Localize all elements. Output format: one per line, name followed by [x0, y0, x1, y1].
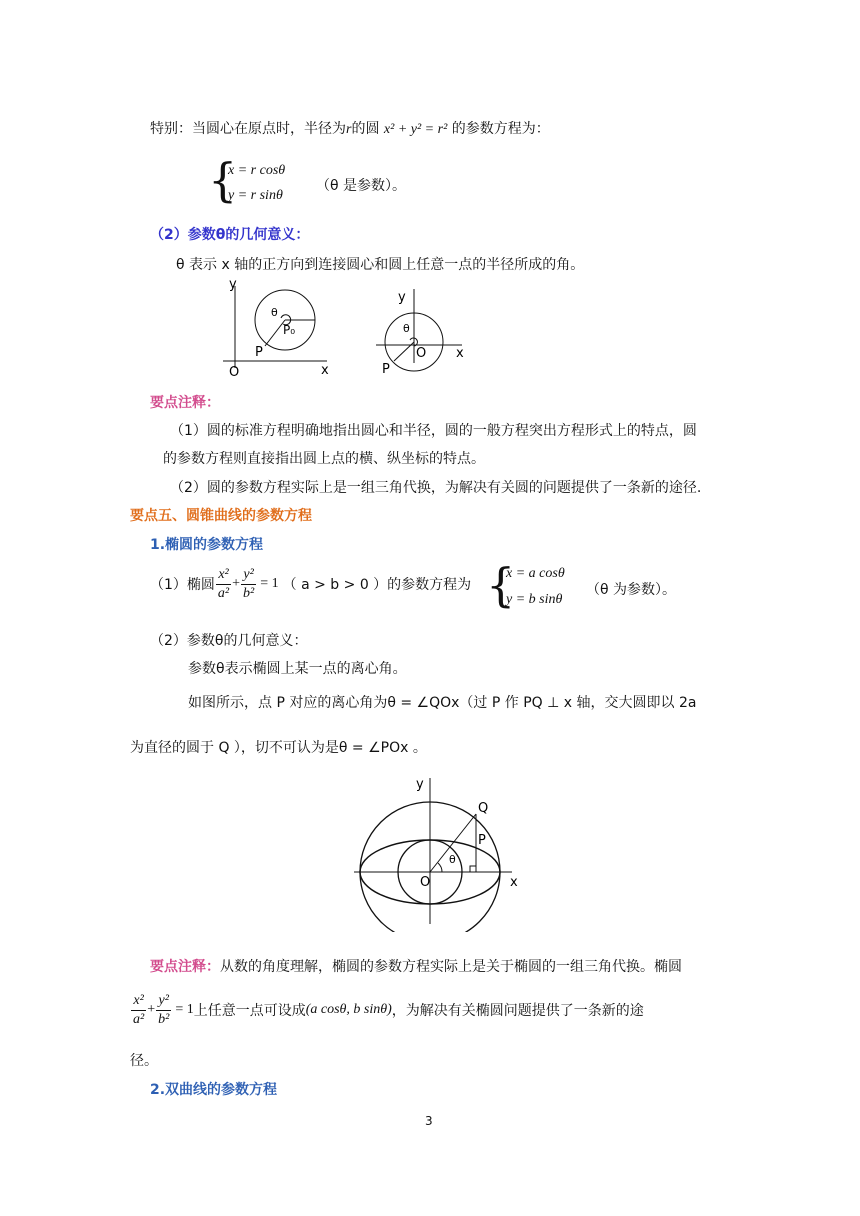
- ellipse-param-x: x = a cosθ: [506, 566, 565, 581]
- fig1-p0-label: P₀: [283, 323, 296, 337]
- fig2-theta-label: θ: [403, 322, 410, 335]
- note2-text-mid: 上任意一点可设成: [193, 1003, 306, 1019]
- fig3-y-label: y: [416, 777, 424, 792]
- fig1-x-label: x: [321, 363, 329, 378]
- fraction-y-denominator: b²: [158, 1011, 170, 1027]
- circle-figure-1: [215, 278, 340, 380]
- ellipse-condition: （ a > b > 0 ）的参数方程为: [282, 577, 472, 593]
- ellipse-fraction-x: [216, 566, 231, 603]
- ellipse-explanation-line2: 为直径的圆于 Q ），切不可认为是θ = ∠POx 。: [130, 740, 427, 756]
- fraction-y-numerator: y²: [156, 992, 171, 1011]
- fig1-p-label: P: [255, 345, 263, 360]
- circle-param-x: x = r cosθ: [228, 163, 286, 178]
- circle-param-note: （θ 是参数）。: [316, 178, 407, 194]
- fig3-theta-label: θ: [449, 853, 456, 866]
- radius-symbol: r: [346, 122, 352, 137]
- circle-equation: x² + y² = r²: [383, 122, 448, 137]
- fig2-origin-label: O: [416, 346, 427, 361]
- ellipse-figure: [352, 772, 532, 932]
- fig2-p-label: P: [382, 362, 390, 377]
- ellipse-geometric-text: 参数θ表示椭圆上某一点的离心角。: [188, 661, 407, 677]
- special-case-text: 特别：当圆心在原点时，半径为: [150, 121, 346, 137]
- fraction-x-numerator: x²: [216, 566, 231, 585]
- fig3-origin-label: O: [420, 875, 431, 890]
- note2-title: 要点注释：: [150, 959, 220, 975]
- geometric-meaning-heading: （2）参数θ的几何意义：: [150, 227, 310, 243]
- fig1-theta-label: θ: [271, 306, 278, 319]
- ellipse-fraction-y: [241, 566, 256, 603]
- special-case-line: [150, 118, 550, 138]
- ellipse-param-y: y = b sinθ: [506, 592, 563, 607]
- circle-figure-2: [376, 285, 476, 379]
- ellipse-equation-line: （1）椭圆 $\frac{\text{x²}}{\text{a²}}$ + $\frac{\text{y²}}{\text{b²}}$ = 1 （ a > b > 0 ）的参数方程为: [150, 566, 472, 601]
- note2-point: (a cosθ, b sinθ): [305, 1002, 392, 1017]
- fig2-y-label: y: [398, 290, 406, 305]
- note1-paragraph1-line1: （1）圆的标准方程明确地指出圆心和半径，圆的一般方程突出方程形式上的特点，圆: [170, 423, 697, 439]
- ellipse-param-note: （θ 为参数）。: [586, 582, 677, 598]
- page-number: 3: [425, 1114, 433, 1128]
- note1-paragraph1-line2: 的参数方程则直接指出圆上点的横、纵坐标的特点。: [163, 451, 485, 467]
- special-case-end: 的参数方程为：: [451, 121, 550, 137]
- ellipse-lead: （1）椭圆: [150, 577, 215, 593]
- note2-line3: 径。: [130, 1053, 158, 1069]
- circle-param-y: y = r sinθ: [228, 188, 283, 203]
- note1-title: 要点注释：: [150, 395, 220, 411]
- fig1-y-label: y: [229, 278, 237, 292]
- note2-line2: $\frac{\text{x²}}{\text{a²}}$ + $\frac{\text{y²}}{\text{b²}}$ = 1 上任意一点可设成 (a cosθ, b sinθ) ，为解决有关椭圆问题提供了一条新的途: [133, 992, 644, 1027]
- note1-paragraph2: （2）圆的参数方程实际上是一组三角代换，为解决有关圆的问题提供了一条新的途径.: [170, 480, 702, 496]
- note2-fraction-x: [131, 992, 146, 1029]
- fraction-x-numerator: x²: [131, 992, 146, 1011]
- left-brace: {: [486, 558, 516, 612]
- hyperbola-subsection-title: 2.双曲线的参数方程: [150, 1082, 278, 1098]
- ellipse-eq-rhs: = 1: [260, 576, 279, 591]
- ellipse-subsection-title: 1.椭圆的参数方程: [150, 537, 264, 553]
- fig2-x-label: x: [456, 346, 464, 361]
- fraction-y-numerator: y²: [241, 566, 256, 585]
- note2-text-end: ，为解决有关椭圆问题提供了一条新的途: [391, 1003, 644, 1019]
- special-case-mid: 的圆: [351, 121, 380, 137]
- section5-title: 要点五、圆锥曲线的参数方程: [130, 508, 312, 524]
- fig3-p-label: P: [478, 833, 486, 848]
- fraction-x-denominator: a²: [133, 1011, 145, 1027]
- note2-text-a: 从数的角度理解，椭圆的参数方程实际上是关于椭圆的一组三角代换。椭圆: [220, 959, 682, 975]
- note2-line1: [150, 956, 682, 976]
- note2-fraction-y: [156, 992, 171, 1029]
- geometric-meaning-text: θ 表示 x 轴的正方向到连接圆心和圆上任意一点的半径所成的角。: [176, 257, 585, 273]
- fig1-radius-p: [265, 320, 285, 346]
- fraction-y-denominator: b²: [243, 585, 255, 601]
- fig1-origin-label: O: [229, 365, 240, 380]
- fig3-x-label: x: [510, 875, 518, 890]
- fig3-angle-arc: [438, 863, 442, 872]
- ellipse-explanation-line1: 如图所示，点 P 对应的离心角为θ = ∠QOx（过 P 作 PQ ⊥ x 轴，交大圆即以 2a: [188, 695, 697, 711]
- note2-eq-rhs: = 1: [175, 1002, 194, 1017]
- fig3-q-label: Q: [478, 801, 489, 816]
- fig3-right-angle: [470, 866, 476, 872]
- left-brace: {: [208, 153, 238, 207]
- ellipse-geometric-meaning: （2）参数θ的几何意义：: [150, 633, 308, 649]
- fraction-x-denominator: a²: [217, 585, 230, 601]
